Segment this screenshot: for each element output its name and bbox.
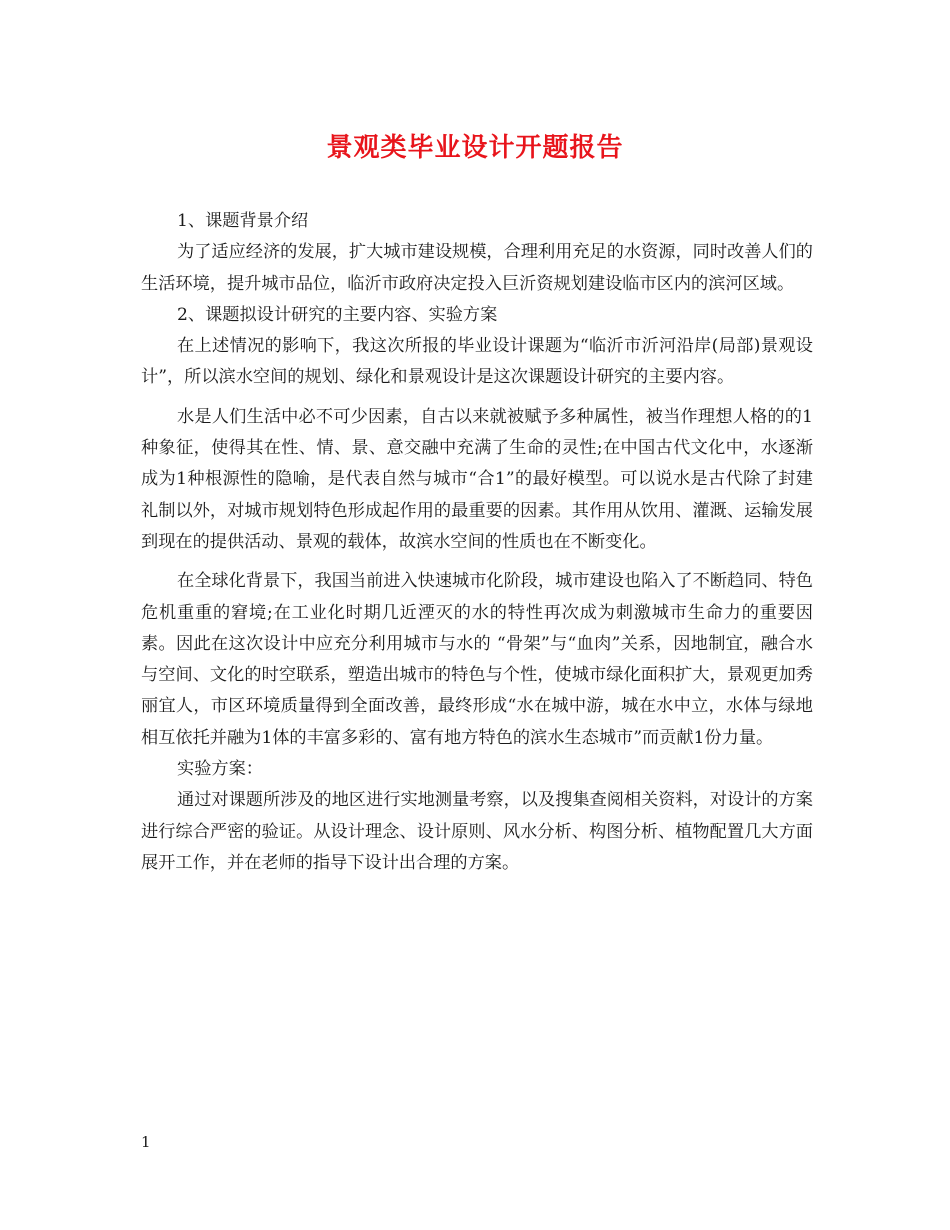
paragraph-experiment: 通过对课题所涉及的地区进行实地测量考察，以及搜集查阅相关资料，对设计的方案进行综合严密的验证。从设计理念、设计原则、风水分析、构图分析、植物配置几大方面展开工作，并在老师的指导下设计出合理的方案。 (141, 790, 813, 873)
section-heading-background: 1、课题背景介绍 (177, 211, 309, 231)
section-heading-experiment: 实验方案： (177, 759, 263, 780)
page-number: 1 (141, 1133, 151, 1151)
document-body (141, 206, 813, 879)
paragraph-background: 为了适应经济的发展，扩大城市建设规模，合理利用充足的水资源，同时改善人们的生活环境，提升城市品位，临沂市政府决定投入巨沂资规划建设临市区内的滨河区域。 (141, 242, 813, 294)
paragraph-topic: 在上述情况的影响下，我这次所报的毕业设计课题为“临沂市沂河沿岸(局部)景观设计”，所以滨水空间的规划、绿化和景观设计是这次课题设计研究的主要内容。 (141, 336, 813, 388)
paragraph-water-culture: 水是人们生活中必不可少因素，自古以来就被赋予多种属性，被当作理想人格的的1种象征，使得其在性、情、景、意交融中充满了生命的灵性;在中国古代文化中，水逐渐成为1种根源性的隐喻，是代表自然与城市“合1”的最好模型。可以说水是古代除了封建礼制以外，对城市规划特色形成起作用的最重要的因素。其作用从饮用、灌溉、运输发展到现在的提供活动、景观的载体，故滨水空间的性质也在不断变化。 (141, 406, 813, 552)
document-title: 景观类毕业设计开题报告 (326, 133, 624, 163)
paragraph-globalization: 在全球化背景下，我国当前进入快速城市化阶段，城市建设也陷入了不断趋同、特色危机重重的窘境;在工业化时期几近湮灭的水的特性再次成为刺激城市生命力的重要因素。因此在这次设计中应充分利用城市与水的 “骨架”与“血肉”关系，因地制宜，融合水与空间、文化的时空联系，塑造出城市的特色与个性，使城市绿化面积扩大，景观更加秀丽宜人，市区环境质量得到全面改善，最终形成“水在城中游，城在水中立，水体与绿地相互依托并融为1体的丰富多彩的、富有地方特色的滨水生态城市”而贡献1份力量。 (141, 571, 813, 748)
section-heading-content: 2、课题拟设计研究的主要内容、实验方案 (177, 304, 498, 325)
